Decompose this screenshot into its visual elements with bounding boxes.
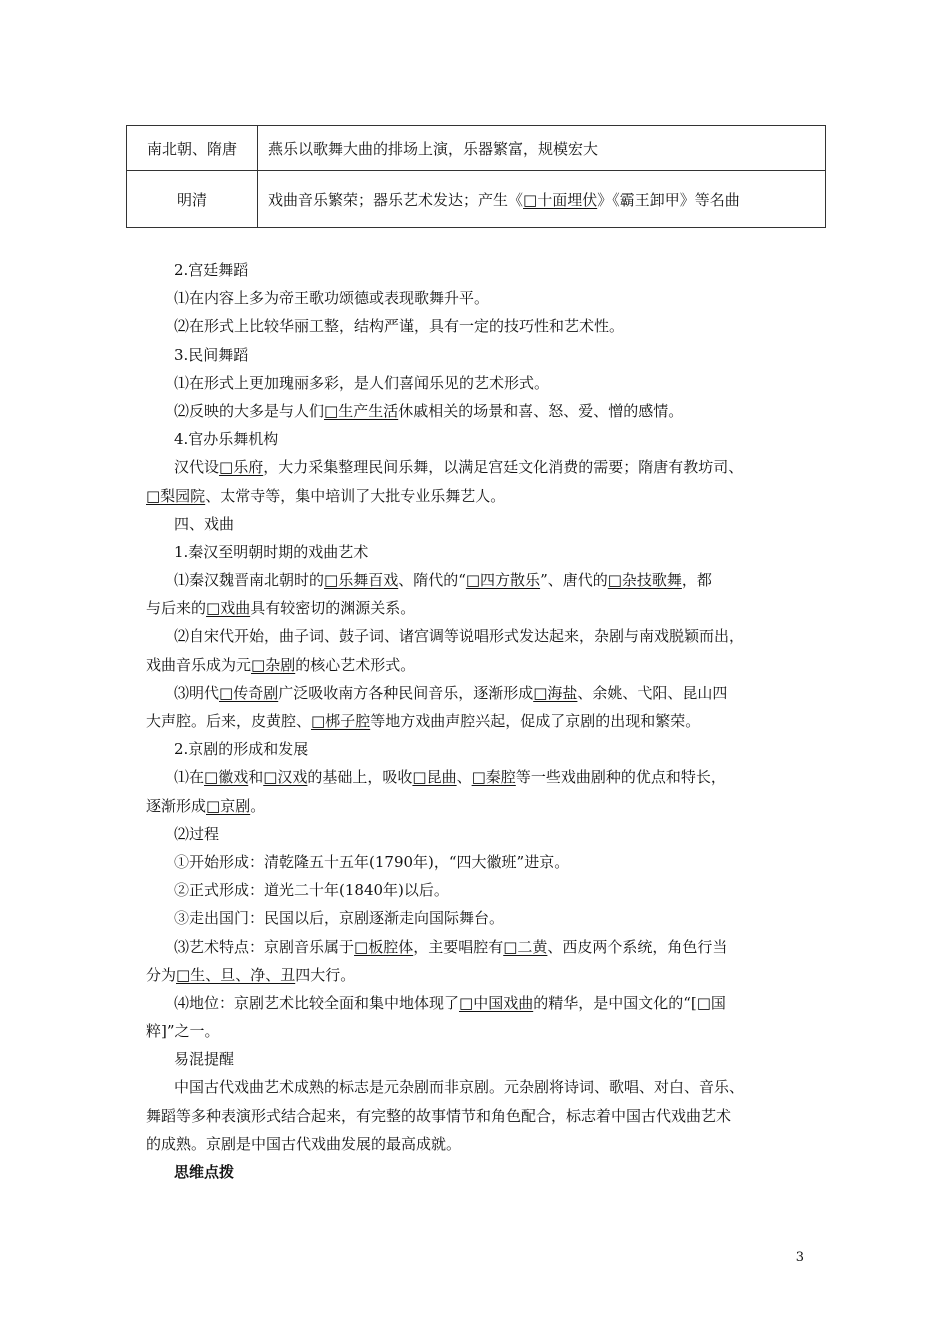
- text-line: [146, 482, 826, 510]
- text-run: 大声腔。后来，皮黄腔、: [146, 712, 312, 730]
- text-line: [146, 566, 826, 594]
- text-line: [146, 848, 826, 876]
- text-line: [146, 256, 826, 284]
- underlined-answer: □京剧: [206, 796, 251, 815]
- text-run: 2.京剧的形成和发展: [174, 740, 309, 759]
- text-line: [146, 1073, 826, 1101]
- text-line: [146, 933, 826, 961]
- text-line: [146, 397, 826, 425]
- underlined-answer: □乐舞百戏: [324, 571, 399, 590]
- underlined-answer: □中国戏曲: [459, 993, 534, 1012]
- text-line: [146, 989, 826, 1017]
- era-cell: 南北朝、隋唐: [127, 126, 258, 171]
- text-run: 的基础上，吸收: [307, 768, 413, 787]
- underlined-answer: □二黄: [503, 937, 548, 956]
- era-cell: 明清: [127, 171, 258, 228]
- text-run: ⑵自宋代开始，曲子词、鼓子词、诸宫调等说唱形式发达起来，杂剧与南戏脱颖而出，: [174, 627, 745, 646]
- text-run: ⑵过程: [174, 824, 220, 843]
- underlined-answer: □乐府: [219, 458, 264, 477]
- text-run: 思维点拨: [174, 1163, 235, 1181]
- text-run: 与后来的: [146, 599, 207, 618]
- text-run: 4.官办乐舞机构: [174, 430, 279, 449]
- text-run: 1.秦汉至明朝时期的戏曲艺术: [174, 542, 369, 561]
- text-run: 、太常寺等，集中培训了大批专业乐舞艺人。: [205, 486, 506, 505]
- content-cell: [258, 171, 826, 228]
- text-line: [146, 876, 826, 904]
- text-line: [146, 594, 826, 622]
- text-run: 粹]”之一。: [146, 1022, 220, 1041]
- text-line: [146, 425, 826, 453]
- text-run: 的成熟。京剧是中国古代戏曲发展的最高成就。: [146, 1134, 462, 1153]
- content-cell: 燕乐以歌舞大曲的排场上演，乐器繁富，规模宏大: [258, 126, 826, 171]
- underlined-answer: □杂剧: [251, 655, 296, 674]
- text-run: ，都: [681, 571, 712, 590]
- text-run: 戏曲音乐成为元: [146, 655, 252, 674]
- text-run: ，主要唱腔有: [413, 937, 504, 956]
- underlined-answer: □梆子腔: [311, 712, 371, 730]
- text-run: ⑴在: [174, 768, 205, 787]
- text-run: 2.宫廷舞蹈: [174, 261, 249, 279]
- underlined-answer: □四方散乐: [465, 571, 541, 590]
- text-run: 、隋代的“: [398, 571, 466, 590]
- text-run: ⑵反映的大多是与人们: [174, 401, 325, 420]
- text-run: ⑴在形式上更加瑰丽多彩，是人们喜闻乐见的艺术形式。: [174, 373, 550, 392]
- underlined-answer: □秦腔: [471, 768, 516, 787]
- text-line: [146, 792, 826, 820]
- underlined-answer: □生、旦、净、丑: [176, 965, 296, 984]
- text-run: ⑶艺术特点：京剧音乐属于: [174, 937, 355, 956]
- underlined-answer: □板腔体: [354, 937, 414, 956]
- text-line: [146, 1102, 826, 1130]
- underlined-answer: □生产生活: [324, 401, 399, 420]
- body-text: [146, 256, 826, 1186]
- text-run: ⑶明代: [174, 683, 220, 702]
- text-run: 四大行。: [295, 965, 356, 984]
- text-run: ②正式形成：道光二十年(1840年)以后。: [174, 881, 449, 900]
- text-line: [146, 763, 826, 791]
- text-line: [146, 1130, 826, 1158]
- text-run: ⑴在内容上多为帝王歌功颂德或表现歌舞升平。: [174, 289, 490, 308]
- underlined-answer: □梨园院: [146, 486, 206, 505]
- text-line: [146, 820, 826, 848]
- text-run: 中国古代戏曲艺术成熟的标志是元杂剧而非京剧。元杂剧将诗词、歌唱、对白、音乐、: [174, 1078, 745, 1097]
- text-line: [146, 510, 826, 538]
- text-run: 等一些戏曲剧种的优点和特长，: [515, 768, 726, 787]
- text-run: ，大力采集整理民间乐舞，以满足宫廷文化消费的需要；隋唐有教坊司、: [263, 458, 744, 477]
- page-number: 3: [795, 1250, 804, 1265]
- text-line: [146, 312, 826, 340]
- text-line: [146, 651, 826, 679]
- text-line: [146, 284, 826, 312]
- content-suffix: 》《霸王卸甲》等名曲: [597, 190, 740, 209]
- text-line: [146, 904, 826, 932]
- text-run: 广泛吸收南方各种民间音乐，逐渐形成: [278, 683, 534, 702]
- text-run: 、西皮两个系统，角色行当: [547, 937, 728, 956]
- content-prefix: 戏曲音乐繁荣；器乐艺术发达；产生《: [268, 190, 524, 209]
- text-run: 舞蹈等多种表演形式结合起来，有完整的故事情节和角色配合，标志着中国古代戏曲艺术: [146, 1106, 732, 1125]
- underlined-answer: □杂技歌舞: [607, 571, 682, 590]
- text-run: ⑵在形式上比较华丽工整，结构严谨，具有一定的技巧性和艺术性。: [174, 317, 625, 336]
- underlined-answer: □海盐: [533, 683, 578, 702]
- text-run: 等地方戏曲声腔兴起，促成了京剧的出现和繁荣。: [370, 712, 701, 730]
- section-heading: [146, 1158, 826, 1186]
- text-line: [146, 341, 826, 369]
- table-row: [127, 171, 826, 228]
- text-run: 3.民间舞蹈: [174, 345, 249, 364]
- text-run: 。: [250, 796, 266, 815]
- text-run: 四、戏曲: [174, 514, 235, 533]
- text-run: ③走出国门：民国以后，京剧逐渐走向国际舞台。: [174, 909, 505, 928]
- text-run: 易混提醒: [174, 1050, 235, 1069]
- text-line: [146, 961, 826, 989]
- text-run: 逐渐形成: [146, 796, 207, 815]
- text-run: ⑴秦汉魏晋南北朝时的: [174, 571, 325, 590]
- text-line: [146, 1017, 826, 1045]
- underlined-answer: □传奇剧: [219, 683, 279, 702]
- text-run: ”、唐代的: [540, 571, 608, 590]
- text-run: 分为: [146, 965, 177, 984]
- underlined-answer: □昆曲: [412, 768, 457, 787]
- text-run: 的精华，是中国文化的“[□国: [533, 993, 726, 1012]
- text-run: 、余姚、弋阳、昆山四: [577, 683, 728, 702]
- table-row: [127, 126, 826, 171]
- text-run: 和: [248, 768, 264, 787]
- text-line: [146, 622, 826, 650]
- text-run: 具有较密切的渊源关系。: [250, 599, 416, 618]
- text-line: [146, 1045, 826, 1073]
- text-line: [146, 453, 826, 481]
- underlined-answer: □戏曲: [206, 599, 251, 618]
- underlined-answer: □汉戏: [263, 768, 308, 787]
- text-run: 汉代设: [174, 458, 220, 477]
- text-line: [146, 679, 826, 707]
- text-run: ⑷地位：京剧艺术比较全面和集中地体现了: [174, 993, 460, 1012]
- text-run: 休戚相关的场景和喜、怒、爱、憎的感情。: [398, 401, 684, 420]
- text-run: 的核心艺术形式。: [295, 655, 416, 674]
- text-run: 、: [456, 768, 472, 787]
- text-line: [146, 735, 826, 763]
- text-line: [146, 707, 826, 735]
- text-run: ①开始形成：清乾隆五十五年(1790年)，“四大徽班”进京。: [174, 852, 570, 871]
- underlined-answer: □徽戏: [204, 768, 249, 787]
- history-period-table: [126, 125, 826, 228]
- text-line: [146, 538, 826, 566]
- text-line: [146, 369, 826, 397]
- underlined-answer: □十面埋伏: [523, 190, 598, 209]
